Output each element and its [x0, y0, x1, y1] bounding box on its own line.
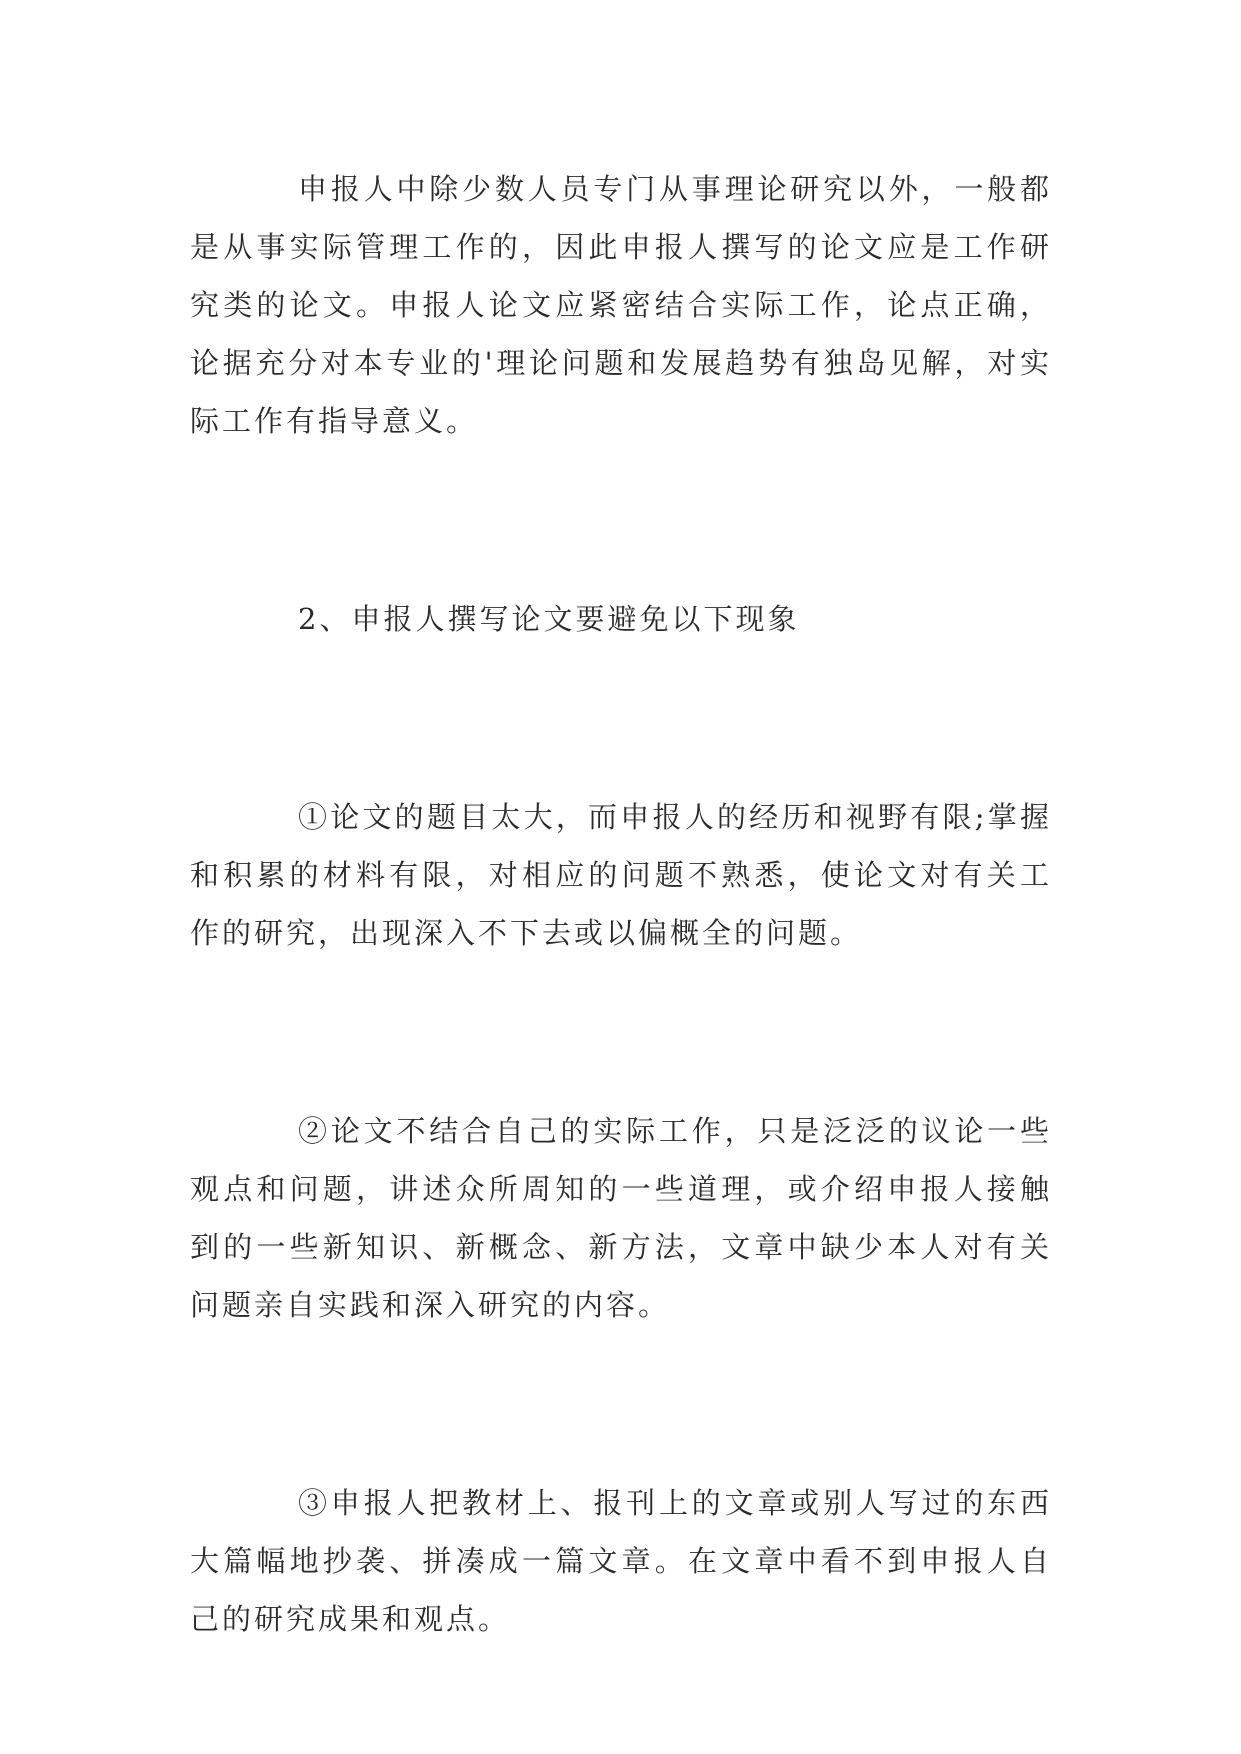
paragraph-item-3: ③申报人把教材上、报刊上的文章或别人写过的东西大篇幅地抄袭、拼凑成一篇文章。在文章中看不到申报人自己的研究成果和观点。 [190, 1486, 1052, 1636]
paragraph-item-1: ①论文的题目太大，而申报人的经历和视野有限;掌握和积累的材料有限，对相应的问题不熟悉，使论文对有关工作的研究，出现深入不下去或以偏概全的问题。 [190, 800, 1052, 950]
paragraph-intro: 申报人中除少数人员专门从事理论研究以外，一般都是从事实际管理工作的，因此申报人撰写的论文应是工作研究类的论文。申报人论文应紧密结合实际工作，论点正确，论据充分对本专业的'理论问题和发展趋势有独岛见解，对实际工作有指导意义。 [190, 172, 1052, 438]
section-heading: 2、申报人撰写论文要避免以下现象 [298, 602, 800, 636]
paragraph-item-2: ②论文不结合自己的实际工作，只是泛泛的议论一些观点和问题，讲述众所周知的一些道理，或介绍申报人接触到的一些新知识、新概念、新方法，文章中缺少本人对有关问题亲自实践和深入研究的内容。 [190, 1114, 1052, 1322]
document-body [190, 160, 1052, 1648]
